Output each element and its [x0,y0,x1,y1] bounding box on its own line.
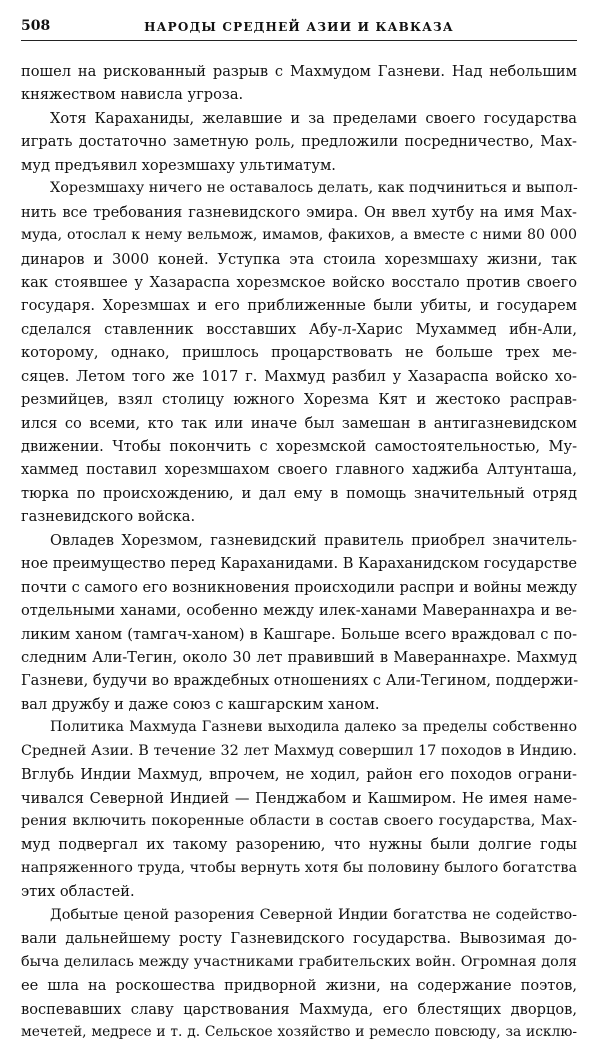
paragraph [21,716,577,904]
text-line: Газневи, будучи во враждебных отношениях с Али-Тегином, поддержи- [21,672,579,690]
text-line: муд предъявил хорезмшаху ультиматум. [21,156,336,174]
text-line: воспевавших славу царствования Махмуда, его блестящих дворцов, [21,1000,577,1018]
text-line: тюрка по происхождению, и дал ему в помощь значительный отряд [21,484,577,502]
text-line: муд подвергал их такому разорению, что нужны были долгие годы [21,836,577,854]
text-line: резмийцев, взял столицу южного Хорезма Кят и жестоко расправ- [21,391,577,409]
text-line: напряженного труда, чтобы вернуть хотя бы половину былого богатства [21,859,578,876]
text-line: отдельными ханами, особенно между илек-ханами Мавераннахра и ве- [21,602,577,620]
text-line: следним Али-Тегин, около 30 лет правивший в Мавераннахре. Махмуд [21,648,577,666]
text-line: Овладев Хорезмом, газневидский правитель приобрел значитель- [50,531,577,549]
text-line: ликим ханом (тамгач-ханом) в Кашгаре. Больше всего враждовал с по- [21,625,577,643]
paragraph [21,107,577,177]
body-text [21,60,577,1044]
text-line: пошел на рискованный разрыв с Махмудом Газневи. Над небольшим [21,63,577,80]
text-line: движении. Чтобы покончить с хорезмской самостоятельностью, Му- [21,438,577,455]
text-line: чивался Северной Индией — Пенджабом и Кашмиром. Не имея наме- [21,789,577,807]
text-line: ился со всеми, кто так или иначе был замешан в антигазневидском [21,414,577,432]
text-line: почти с самого его возникновения происходили распри и войны между [21,578,578,596]
text-line: княжеством нависла угроза. [21,86,244,104]
text-line: играть достаточно заметную роль, предложили посредничество, Мах- [21,133,577,151]
text-line: муда, отослал к нему вельмож, имамов, факихов, а вместе с ними 80 000 [21,227,577,244]
paragraph [21,904,577,1044]
text-line: быча делилась между участниками грабительских войн. Огромная доля [21,953,577,970]
page-number: 508 [21,18,51,34]
text-line: вал дружбу и даже союз с кашгарским ханом. [21,695,380,713]
text-line: динаров и 3000 коней. Уступка эта стоила хорезмшаху жизни, так [21,250,577,268]
text-line: которому, однако, пришлось процарствовать не больше трех ме- [21,344,577,362]
paragraph [21,529,577,717]
paragraph [21,177,577,529]
text-line: Хотя Караханиды, желавшие и за пределами своего государства [50,109,577,127]
text-line: ное преимущество перед Караханидами. В Караханидском государстве [21,555,577,573]
text-line: нить все требования газневидского эмира. Он ввел хутбу на имя Мах- [21,203,577,221]
text-line: государя. Хорезмшах и его приближенные были убиты, и государем [21,297,577,315]
text-line: рения включить покоренные области в состав своего государства, Мах- [21,813,577,829]
text-line: Политика Махмуда Газневи выходила далеко за пределы собственно [50,719,577,736]
running-title: НАРОДЫ СРЕДНЕЙ АЗИИ И КАВКАЗА [144,20,454,34]
text-line: как стоявшее у Хазараспа хорезмское войско восстало против своего [21,273,577,291]
text-line: этих областей. [21,883,135,901]
paragraph [21,60,577,107]
text-line: Средней Азии. В течение 32 лет Махмуд совершил 17 походов в Индию. [21,742,577,759]
text-line: Добытые ценой разорения Северной Индии богатства не содейство- [50,906,577,923]
text-line: Вглубь Индии Махмуд, впрочем, не ходил, район его походов ограни- [21,766,577,784]
text-line: вали дальнейшему росту Газневидского государства. Вывозимая до- [21,930,577,948]
text-line: мечетей, медресе и т. д. Сельское хозяйство и ремесло повсюду, за исклю- [21,1023,577,1040]
text-line: газневидского войска. [21,508,196,526]
text-line: сяцев. Летом того же 1017 г. Махмуд разбил у Хазараспа войско хо- [21,367,577,385]
text-line: ее шла на роскошества придворной жизни, на содержание поэтов, [21,977,577,995]
page-header [21,14,577,41]
text-line: сделался ставленник восставших Абу-л-Харис Мухаммед ибн-Али, [21,320,577,338]
text-line: хаммед поставил хорезмшахом своего главного хаджиба Алтунташа, [21,461,577,479]
text-line: Хорезмшаху ничего не оставалось делать, как подчиниться и выпол- [50,180,578,197]
